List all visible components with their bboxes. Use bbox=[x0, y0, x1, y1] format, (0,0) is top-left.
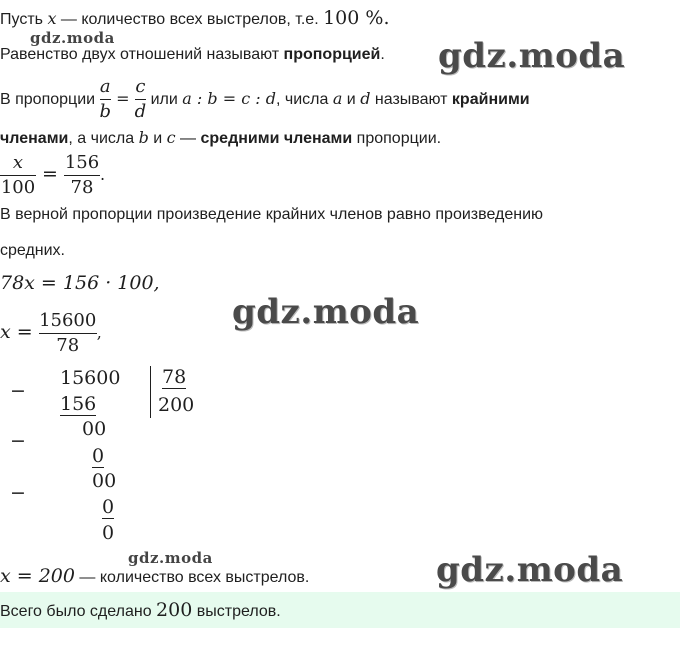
division-vertical-bar bbox=[150, 366, 151, 418]
subtrahend-1: 156 bbox=[60, 393, 97, 415]
fraction-a-b: $\frac{a}{b}$ bbox=[99, 76, 112, 123]
fraction-x-100: $\frac{x}{100}$ bbox=[0, 152, 36, 199]
fraction-156-78: $\frac{156}{78}$ bbox=[64, 152, 100, 199]
fraction-c-d: $\frac{c}{d}$ bbox=[134, 76, 147, 123]
text-line-6: В верной пропорции произведение крайних членов равно произведению bbox=[0, 206, 543, 223]
result-line: x = 200 — количество всех выстрелов. bbox=[0, 565, 310, 587]
divisor: 78 bbox=[162, 366, 187, 388]
text-line-3: В пропорции $\frac{a}{b}$ = $\frac{c}{d}$ или a : b = c : d, числа a и d называют крайними bbox=[0, 76, 530, 123]
subtrahend-3: 0 bbox=[102, 496, 115, 518]
equation-78x: 78x = 156 · 100, bbox=[0, 272, 160, 294]
quotient: 200 bbox=[158, 394, 195, 416]
proportion-equation: $\frac{x}{100}$ = $\frac{156}{78}$ . bbox=[0, 152, 106, 199]
remainder-3: 0 bbox=[102, 522, 115, 544]
minus-sign: − bbox=[10, 430, 26, 452]
text-line-4: членами, а числа b и c — средними членами пропорции. bbox=[0, 128, 442, 147]
minus-sign: − bbox=[10, 482, 26, 504]
remainder-2: 00 bbox=[92, 470, 117, 492]
watermark: gdz.moda bbox=[128, 549, 213, 567]
text-line-7: средних. bbox=[0, 242, 65, 259]
watermark: gdz.moda bbox=[30, 29, 115, 47]
watermark: gdz.moda bbox=[438, 36, 626, 76]
text-line-2: Равенство двух отношений называют пропорцией. bbox=[0, 46, 385, 63]
remainder-1: 00 bbox=[82, 418, 107, 440]
answer-text: Всего было сделано 200 выстрелов. bbox=[0, 599, 281, 621]
fraction-15600-78: $\frac{15600}{78}$ bbox=[39, 310, 97, 357]
watermark: gdz.moda bbox=[232, 292, 420, 332]
watermark: gdz.moda bbox=[436, 550, 624, 590]
var-x: x bbox=[47, 9, 57, 28]
minus-sign: − bbox=[10, 380, 26, 402]
subtrahend-2: 0 bbox=[92, 445, 105, 467]
dividend: 15600 bbox=[60, 367, 121, 389]
equation-x-fraction: x = $\frac{15600}{78}$ , bbox=[0, 310, 102, 357]
percent-value: 100 %. bbox=[323, 7, 390, 29]
text-line-1: Пусть x — количество всех выстрелов, т.е. 100 %. bbox=[0, 7, 390, 29]
